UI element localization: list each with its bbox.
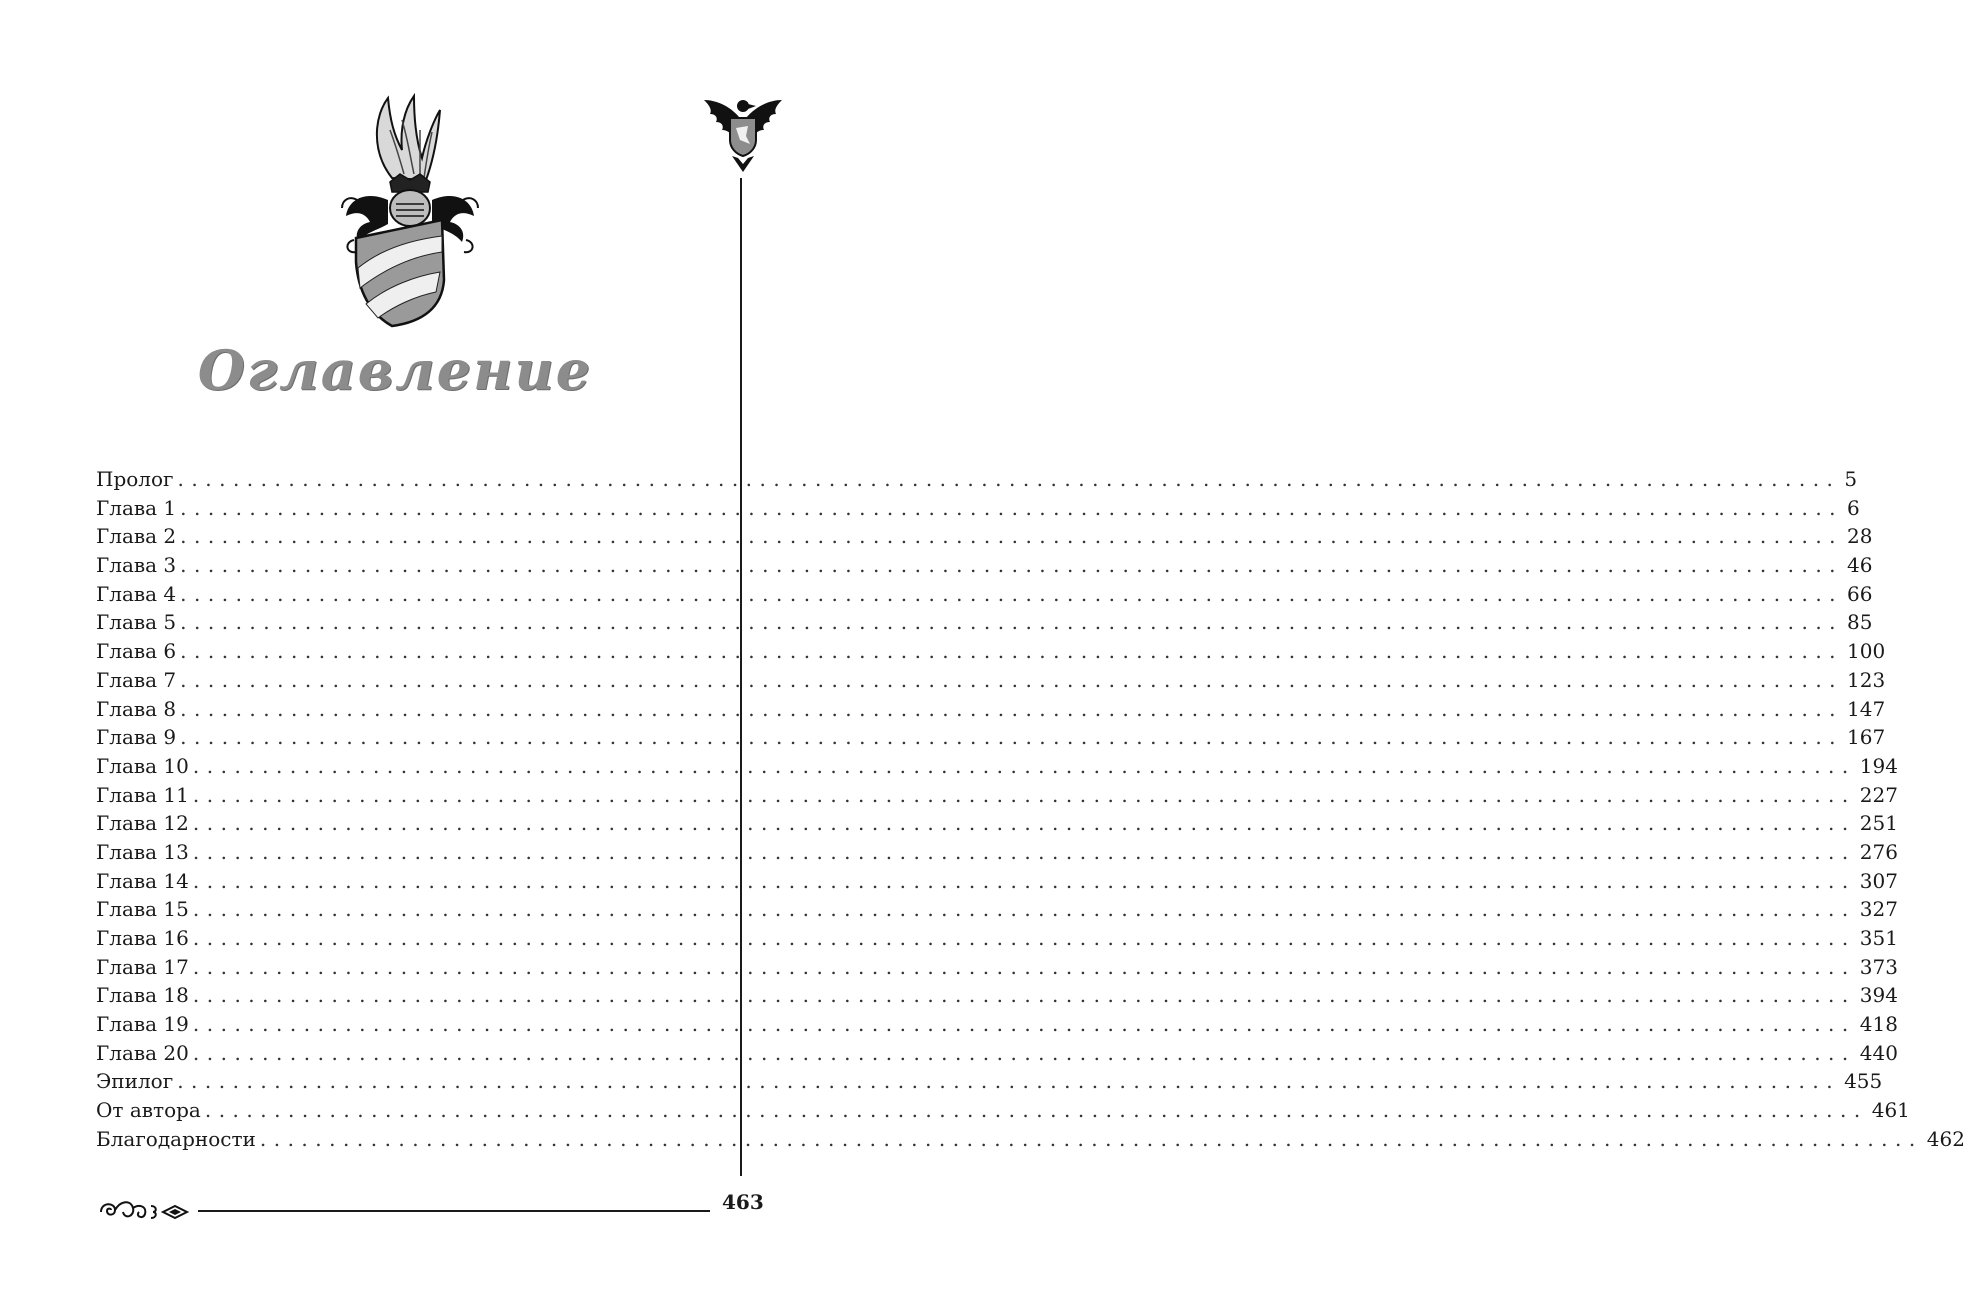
toc-entry <box>96 465 1858 494</box>
toc-entry-page: 394 <box>1859 983 1898 1008</box>
toc-entry-label: Глава 14 <box>96 868 189 893</box>
toc-entry <box>96 695 1886 724</box>
toc-leader-dots: ........................................................................................................................ <box>180 667 1844 692</box>
toc-leader-dots: ........................................................................................................................ <box>180 524 1844 549</box>
toc-entry <box>96 551 1873 580</box>
toc-leader-dots: ........................................................................................................................ <box>192 897 1856 922</box>
toc-entry <box>96 981 1898 1010</box>
toc-entry-page: 85 <box>1847 610 1873 635</box>
toc-entry <box>96 637 1886 666</box>
toc-leader-dots: ........................................................................................................................ <box>192 753 1856 778</box>
toc-entry-label: Глава 15 <box>96 897 189 922</box>
footer-rule <box>198 1210 710 1212</box>
toc-entry-label: Глава 13 <box>96 839 189 864</box>
eagle-emblem-icon <box>702 92 784 174</box>
page-number: 463 <box>722 1190 764 1214</box>
toc-entry-page: 251 <box>1859 811 1898 836</box>
toc-entry-label: Глава 10 <box>96 753 189 778</box>
toc-entry-page: 276 <box>1859 839 1898 864</box>
toc-entry <box>96 1067 1883 1096</box>
toc-entry-label: Глава 1 <box>96 495 177 520</box>
toc-leader-dots: ........................................................................................................................ <box>180 581 1844 606</box>
toc-leader-dots: ........................................................................................................................ <box>180 495 1844 520</box>
toc-leader-dots: ........................................................................................................................ <box>192 839 1856 864</box>
toc-entry <box>96 580 1873 609</box>
toc-entry <box>96 752 1898 781</box>
toc-entry-page: 123 <box>1847 667 1886 692</box>
toc-leader-dots: ........................................................................................................................ <box>180 553 1844 578</box>
page-title: Оглавление <box>197 338 593 402</box>
toc-leader-dots: ........................................................................................................................ <box>259 1126 1923 1151</box>
toc-entry-page: 440 <box>1859 1040 1898 1065</box>
toc-entry-label: Глава 20 <box>96 1040 189 1065</box>
toc-entry-page: 46 <box>1847 553 1873 578</box>
toc-entry-page: 194 <box>1859 753 1898 778</box>
toc-entry <box>96 781 1898 810</box>
coat-of-arms-icon <box>330 90 490 330</box>
toc-entry-label: Глава 4 <box>96 581 177 606</box>
toc-leader-dots: ........................................................................................................................ <box>180 696 1844 721</box>
toc-leader-dots: ........................................................................................................................ <box>177 467 1841 491</box>
toc-entry <box>96 723 1886 752</box>
toc-leader-dots: ........................................................................................................................ <box>192 1040 1856 1065</box>
toc-entry-label: Глава 7 <box>96 667 177 692</box>
toc-entry-label: Эпилог <box>96 1069 174 1094</box>
toc-leader-dots: ........................................................................................................................ <box>177 1069 1841 1094</box>
toc-leader-dots: ........................................................................................................................ <box>180 725 1844 750</box>
toc-entry <box>96 1125 1965 1154</box>
toc-entry-page: 100 <box>1847 639 1886 664</box>
toc-leader-dots: ........................................................................................................................ <box>192 1012 1856 1037</box>
toc-entry-page: 418 <box>1859 1012 1898 1037</box>
toc-entry-page: 6 <box>1847 495 1860 520</box>
toc-leader-dots: ........................................................................................................................ <box>192 983 1856 1008</box>
toc-entry-label: Благодарности <box>96 1126 256 1151</box>
toc-leader-dots: ........................................................................................................................ <box>180 610 1844 635</box>
toc-entry-label: Глава 11 <box>96 782 189 807</box>
toc-entry-page: 373 <box>1859 954 1898 979</box>
toc-entry <box>96 1039 1898 1068</box>
toc-entry <box>96 1096 1910 1125</box>
toc-entry-page: 307 <box>1859 868 1898 893</box>
toc-entry-label: Глава 18 <box>96 983 189 1008</box>
toc-leader-dots: ........................................................................................................................ <box>192 868 1856 893</box>
toc-entry-label: Глава 9 <box>96 725 177 750</box>
toc-entry-label: Глава 16 <box>96 926 189 950</box>
toc-entry <box>96 608 1873 637</box>
toc-leader-dots: ........................................................................................................................ <box>192 954 1856 979</box>
toc-entry <box>96 809 1898 838</box>
toc-entry-label: Глава 8 <box>96 696 177 721</box>
toc-entry-page: 461 <box>1871 1098 1910 1123</box>
toc-entry-label: Глава 5 <box>96 610 177 635</box>
toc-entry-label: Пролог <box>96 467 174 491</box>
toc-entry-label: От автора <box>96 1098 201 1123</box>
toc-entry-page: 66 <box>1847 581 1873 606</box>
toc-entry-page: 455 <box>1844 1069 1883 1094</box>
toc-entry-page: 5 <box>1844 467 1858 491</box>
table-of-contents <box>96 465 1965 1154</box>
toc-entry <box>96 666 1886 695</box>
flourish-ornament-icon <box>95 1196 205 1226</box>
toc-entry-label: Глава 17 <box>96 954 189 979</box>
toc-entry-page: 327 <box>1859 897 1898 922</box>
toc-entry <box>96 953 1898 982</box>
toc-leader-dots: ........................................................................................................................ <box>204 1098 1868 1123</box>
toc-entry-label: Глава 12 <box>96 811 189 836</box>
toc-leader-dots: ........................................................................................................................ <box>192 811 1856 836</box>
toc-entry-page: 147 <box>1847 696 1886 721</box>
toc-leader-dots: ........................................................................................................................ <box>192 782 1856 807</box>
toc-entry <box>96 924 1898 953</box>
toc-entry-page: 462 <box>1926 1126 1965 1151</box>
toc-entry-page: 28 <box>1847 524 1873 549</box>
toc-leader-dots: ........................................................................................................................ <box>180 639 1844 664</box>
toc-entry-page: 227 <box>1859 782 1898 807</box>
toc-entry <box>96 838 1898 867</box>
toc-entry-label: Глава 19 <box>96 1012 189 1037</box>
toc-entry <box>96 1010 1898 1039</box>
toc-entry-label: Глава 3 <box>96 553 177 578</box>
toc-entry-page: 351 <box>1859 926 1898 950</box>
toc-entry-label: Глава 2 <box>96 524 177 549</box>
toc-entry <box>96 895 1898 924</box>
toc-entry-page: 167 <box>1847 725 1886 750</box>
toc-leader-dots: ........................................................................................................................ <box>192 926 1856 950</box>
toc-entry <box>96 867 1898 896</box>
toc-entry <box>96 494 1860 523</box>
toc-entry <box>96 522 1873 551</box>
toc-entry-label: Глава 6 <box>96 639 177 664</box>
